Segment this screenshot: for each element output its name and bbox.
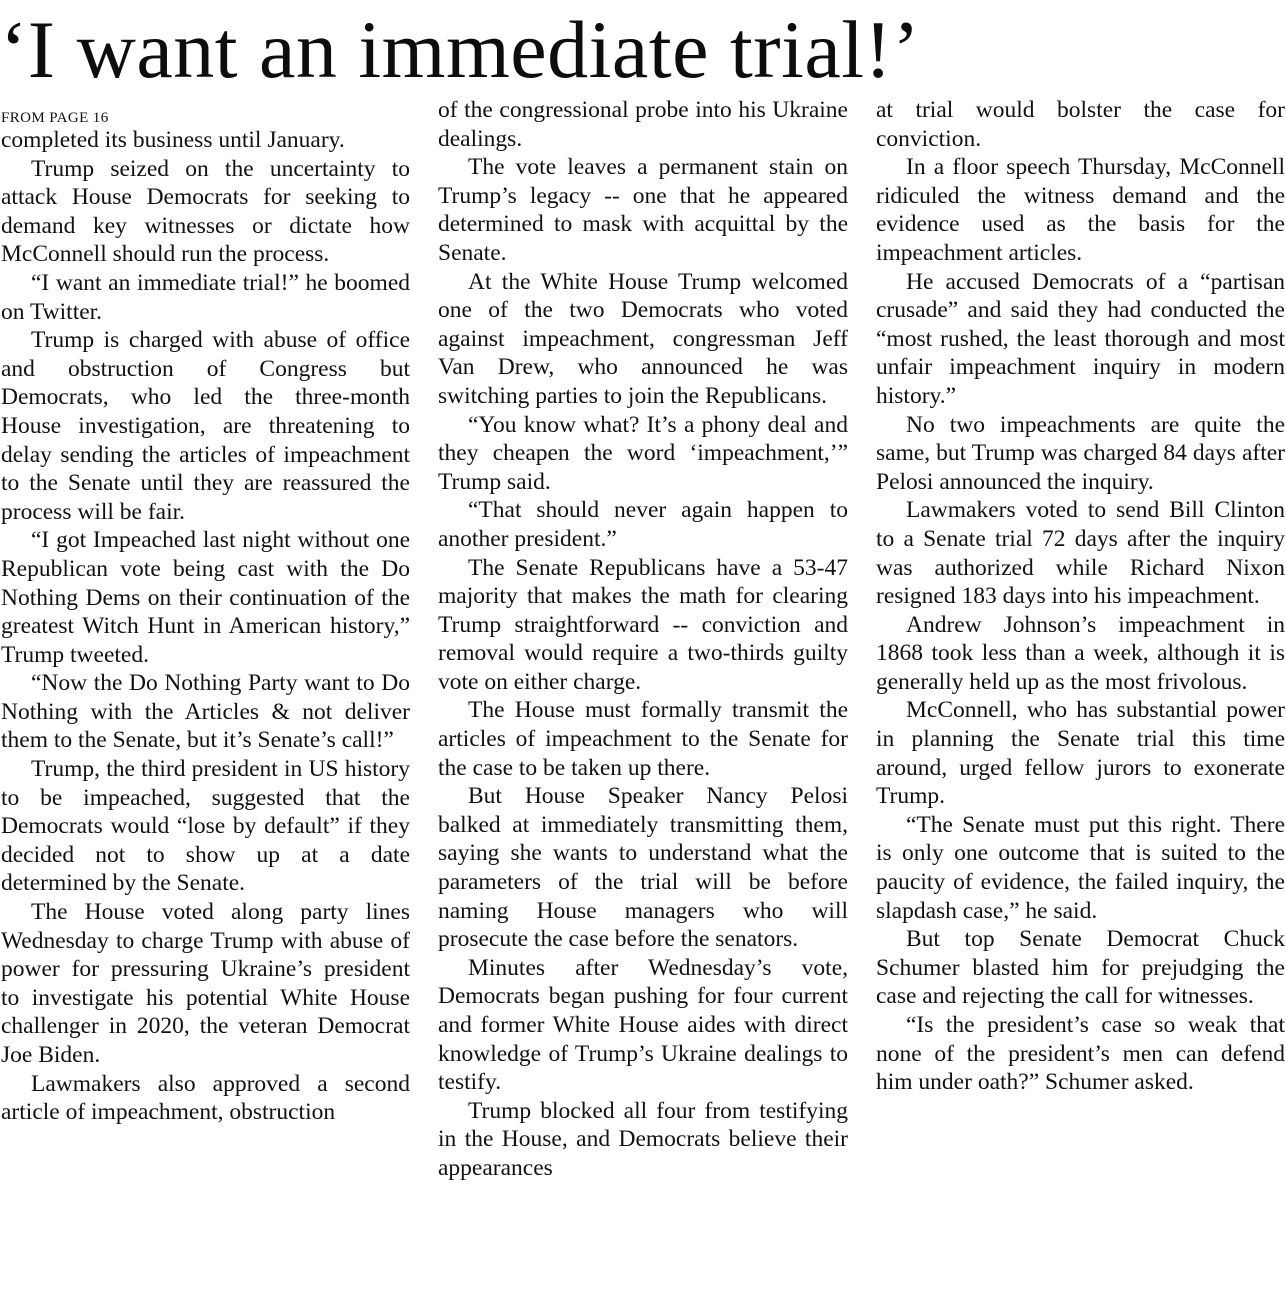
paragraph: He accused Democrats of a “partisan crusade” and said they had conducted the “most rushed, the least thorough and most unfair impeachment inquiry in modern history.” <box>876 268 1285 409</box>
paragraph: Minutes after Wednesday’s vote, Democrats began pushing for four current and former White House aides with direct knowledge of Trump’s Ukraine dealings to testify. <box>438 954 848 1096</box>
paragraph: McConnell, who has substantial power in planning the Senate trial this time around, urged fellow jurors to exonerate Trump. <box>876 697 1285 810</box>
paragraph: Trump blocked all four from testifying in the House, and Democrats believe their appearances <box>438 1097 848 1181</box>
paragraph: at trial would bolster the case for conviction. <box>876 97 1285 152</box>
paragraph: At the White House Trump welcomed one of the two Democrats who voted against impeachment, congressman Jeff Van Drew, who announced he was switching parties to join the Republicans. <box>438 268 848 409</box>
paragraph: No two impeachments are quite the same, but Trump was charged 84 days after Pelosi announced the inquiry. <box>876 411 1285 495</box>
paragraph: “I got Impeached last night without one Republican vote being cast with the Do Nothing Dems on their continuation of the greatest Witch Hunt in American history,” Trump tweeted. <box>1 527 410 668</box>
paragraph: The House must formally transmit the articles of impeachment to the Senate for the case to be taken up there. <box>438 697 848 781</box>
jump-line: FROM PAGE 16 <box>1 110 109 126</box>
paragraph: “That should never again happen to another president.” <box>438 497 848 552</box>
paragraph: Trump seized on the uncertainty to attack House Democrats for seeking to demand key witnesses or dictate how McConnell should run the process. <box>1 155 410 268</box>
paragraph: “Now the Do Nothing Party want to Do Nothing with the Articles & not deliver them to the Senate, but it’s Senate’s call!” <box>1 670 410 754</box>
paragraph: The Senate Republicans have a 53-47 majority that makes the math for clearing Trump straightforward -- conviction and removal would require a two-thirds guilty vote on either charge. <box>438 554 848 695</box>
paragraph: “Is the president’s case so weak that none of the president’s men can defend him under oath?” Schumer asked. <box>876 1012 1285 1096</box>
paragraph: The House voted along party lines Wednesday to charge Trump with abuse of power for pressuring Ukraine’s president to investigate his potential White House challenger in 2020, the veteran Democrat Joe Biden. <box>1 899 410 1068</box>
paragraph: But top Senate Democrat Chuck Schumer blasted him for prejudging the case and rejecting the call for witnesses. <box>876 926 1285 1010</box>
paragraph: Lawmakers voted to send Bill Clinton to a Senate trial 72 days after the inquiry was authorized while Richard Nixon resigned 183 days into his impeachment. <box>876 497 1285 610</box>
paragraph: But House Speaker Nancy Pelosi balked at immediately transmitting them, saying she wants to understand what the parameters of the trial will be before naming House managers who will prosecute the case before the senators. <box>438 783 848 953</box>
paragraph: Lawmakers also approved a second article of impeachment, obstruction <box>1 1070 410 1126</box>
paragraph: “I want an immediate trial!” he boomed on Twitter. <box>1 269 410 325</box>
paragraph: “You know what? It’s a phony deal and they cheapen the word ‘impeachment,’” Trump said. <box>438 411 848 495</box>
paragraph: Trump is charged with abuse of office and obstruction of Congress but Democrats, who led the three-month House investigation, are threatening to delay sending the articles of impeachment to the Senate until they are reassured the process will be fair. <box>1 327 410 525</box>
paragraph: completed its business until January. <box>1 127 345 153</box>
paragraph: In a floor speech Thursday, McConnell ridiculed the witness demand and the evidence used as the basis for the impeachment articles. <box>876 154 1285 266</box>
article-column-3 <box>876 96 1285 1304</box>
paragraph: The vote leaves a permanent stain on Trump’s legacy -- one that he appeared determined to mask with acquittal by the Senate. <box>438 154 848 266</box>
article-column-2 <box>438 96 848 1304</box>
article-column-1 <box>1 96 410 1304</box>
paragraph: of the congressional probe into his Ukraine dealings. <box>438 97 848 152</box>
headline: ‘I want an immediate trial!’ <box>0 4 921 95</box>
paragraph: “The Senate must put this right. There is only one outcome that is suited to the paucity of evidence, the failed inquiry, the slapdash case,” he said. <box>876 811 1285 924</box>
paragraph: Andrew Johnson’s impeachment in 1868 took less than a week, although it is generally held up as the most frivolous. <box>876 611 1285 695</box>
paragraph: Trump, the third president in US history to be impeached, suggested that the Democrats would “lose by default” if they decided not to show up at a date determined by the Senate. <box>1 756 410 897</box>
